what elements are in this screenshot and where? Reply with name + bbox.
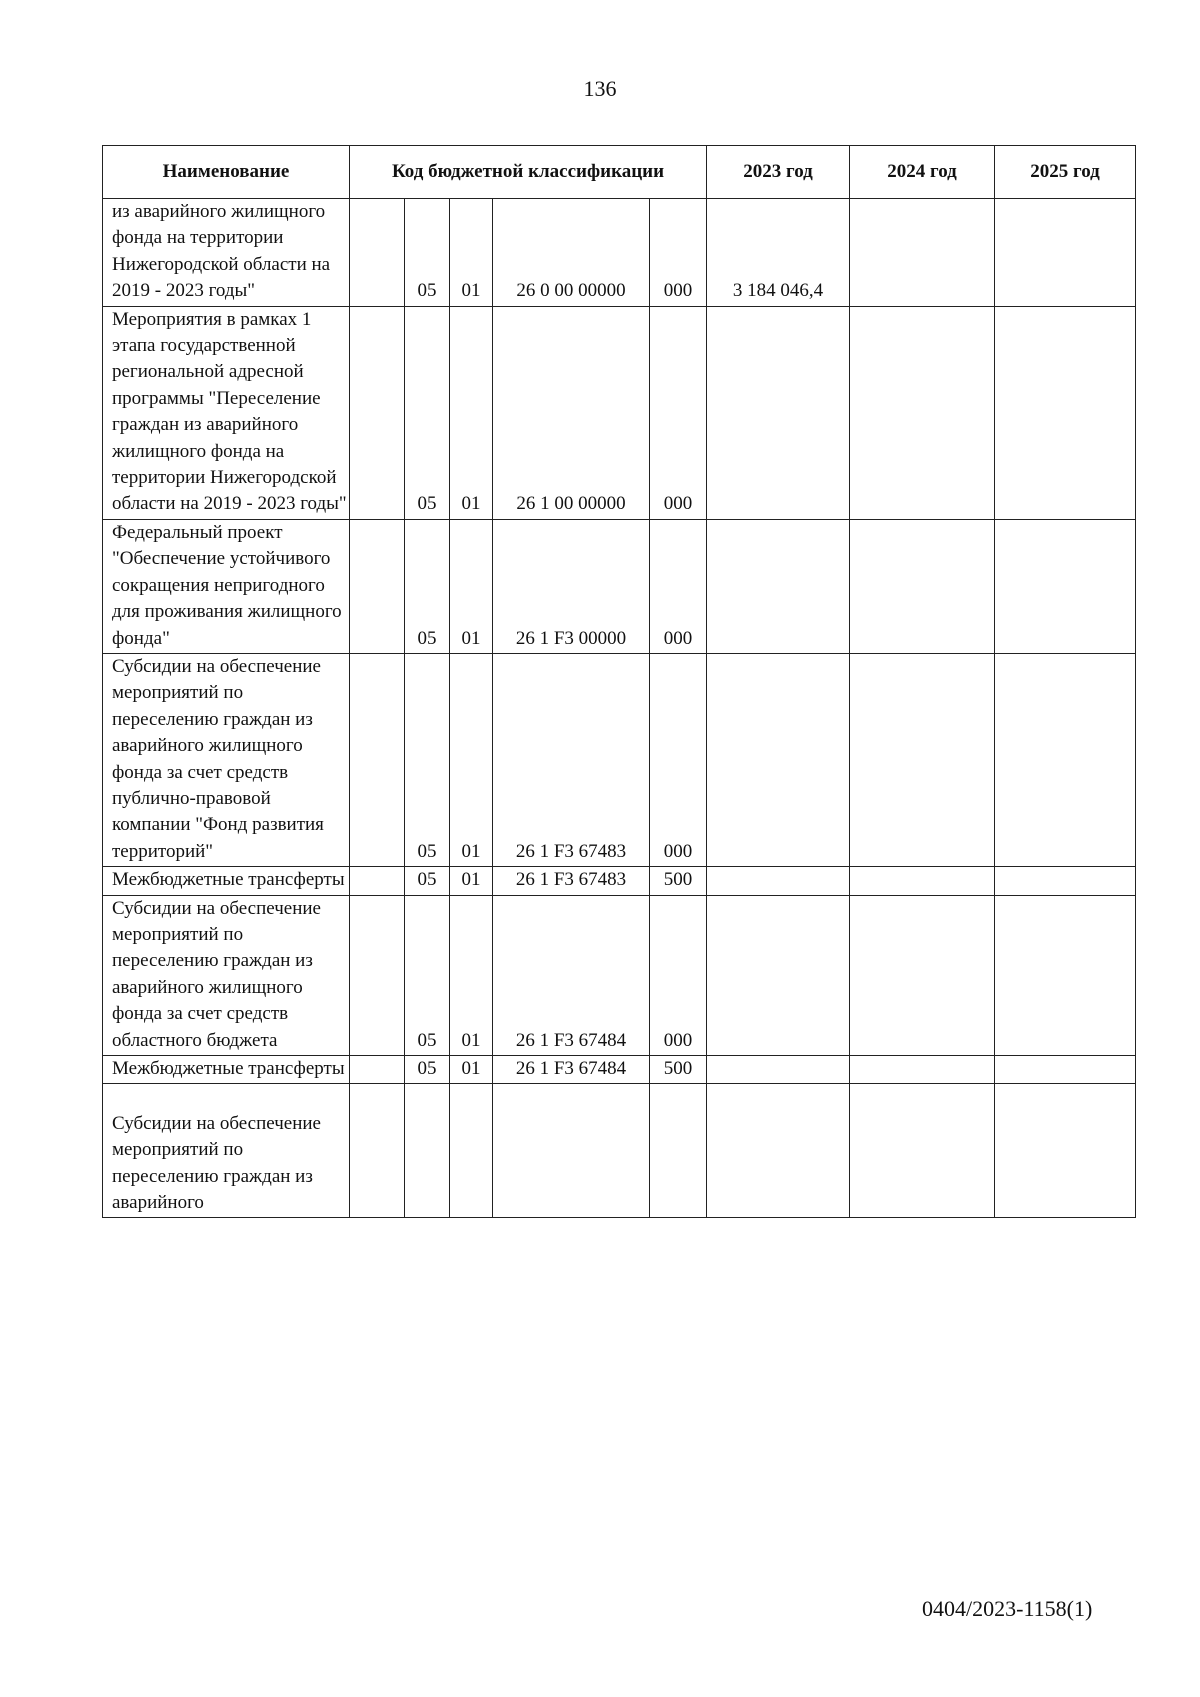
code-subsection bbox=[450, 1084, 493, 1218]
amount-2024 bbox=[850, 306, 995, 519]
table-row bbox=[103, 306, 1136, 519]
document-code: 0404/2023-1158(1) bbox=[922, 1596, 1093, 1621]
code-section: 05 bbox=[405, 519, 450, 653]
amount-2024 bbox=[850, 1084, 995, 1218]
budget-table bbox=[102, 145, 1136, 1218]
code-cell-1 bbox=[350, 519, 405, 653]
code-expense-type: 500 bbox=[650, 1056, 707, 1084]
row-name: Федеральный проект "Обеспечение устойчивого сокращения непригодного для проживания жилищного фонда" bbox=[103, 519, 350, 653]
code-subsection: 01 bbox=[450, 199, 493, 307]
amount-2023 bbox=[707, 653, 850, 866]
code-cell-1 bbox=[350, 895, 405, 1055]
amount-2023 bbox=[707, 1056, 850, 1084]
amount-2024 bbox=[850, 519, 995, 653]
code-target-article bbox=[493, 1084, 650, 1218]
amount-2025 bbox=[995, 867, 1136, 895]
code-target-article: 26 1 F3 67484 bbox=[493, 1056, 650, 1084]
amount-2024 bbox=[850, 653, 995, 866]
header-2024: 2024 год bbox=[850, 146, 995, 199]
code-section: 05 bbox=[405, 1056, 450, 1084]
amount-2024 bbox=[850, 199, 995, 307]
code-expense-type: 000 bbox=[650, 519, 707, 653]
amount-2025 bbox=[995, 1084, 1136, 1218]
table-row bbox=[103, 895, 1136, 1055]
code-section: 05 bbox=[405, 306, 450, 519]
code-cell-1 bbox=[350, 199, 405, 307]
code-subsection: 01 bbox=[450, 653, 493, 866]
code-cell-1 bbox=[350, 1084, 405, 1218]
code-subsection: 01 bbox=[450, 306, 493, 519]
code-cell-1 bbox=[350, 306, 405, 519]
row-name: Субсидии на обеспечение мероприятий по переселению граждан из аварийного bbox=[103, 1084, 350, 1218]
code-expense-type: 500 bbox=[650, 867, 707, 895]
code-subsection: 01 bbox=[450, 1056, 493, 1084]
code-subsection: 01 bbox=[450, 895, 493, 1055]
amount-2023 bbox=[707, 306, 850, 519]
table-row bbox=[103, 653, 1136, 866]
row-name: Мероприятия в рамках 1 этапа государственной региональной адресной программы "Переселение граждан из аварийного жилищного фонда на территории Нижегородской области на 2019 - 2023 годы" bbox=[103, 306, 350, 519]
code-section: 05 bbox=[405, 895, 450, 1055]
row-name: Субсидии на обеспечение мероприятий по переселению граждан из аварийного жилищного фонда за счет средств областного бюджета bbox=[103, 895, 350, 1055]
code-expense-type: 000 bbox=[650, 199, 707, 307]
header-2025: 2025 год bbox=[995, 146, 1136, 199]
amount-2025 bbox=[995, 895, 1136, 1055]
code-subsection: 01 bbox=[450, 867, 493, 895]
table-header-row bbox=[103, 146, 1136, 199]
amount-2023 bbox=[707, 519, 850, 653]
code-expense-type: 000 bbox=[650, 306, 707, 519]
header-code: Код бюджетной классификации bbox=[350, 146, 707, 199]
amount-2025 bbox=[995, 306, 1136, 519]
amount-2024 bbox=[850, 867, 995, 895]
code-target-article: 26 1 F3 00000 bbox=[493, 519, 650, 653]
table-row bbox=[103, 1056, 1136, 1084]
code-target-article: 26 1 F3 67483 bbox=[493, 867, 650, 895]
code-section: 05 bbox=[405, 199, 450, 307]
header-name: Наименование bbox=[103, 146, 350, 199]
code-target-article: 26 1 00 00000 bbox=[493, 306, 650, 519]
amount-2025 bbox=[995, 653, 1136, 866]
amount-2025 bbox=[995, 199, 1136, 307]
amount-2023 bbox=[707, 867, 850, 895]
code-expense-type: 000 bbox=[650, 653, 707, 866]
amount-2023 bbox=[707, 895, 850, 1055]
row-name: Межбюджетные трансферты bbox=[103, 867, 350, 895]
code-target-article: 26 1 F3 67484 bbox=[493, 895, 650, 1055]
code-section: 05 bbox=[405, 653, 450, 866]
code-expense-type bbox=[650, 1084, 707, 1218]
table-row bbox=[103, 199, 1136, 307]
code-section: 05 bbox=[405, 867, 450, 895]
header-2023: 2023 год bbox=[707, 146, 850, 199]
amount-2025 bbox=[995, 1056, 1136, 1084]
code-target-article: 26 1 F3 67483 bbox=[493, 653, 650, 866]
row-name: Субсидии на обеспечение мероприятий по переселению граждан из аварийного жилищного фонда за счет средств публично-правовой компании "Фонд развития территорий" bbox=[103, 653, 350, 866]
code-section bbox=[405, 1084, 450, 1218]
code-target-article: 26 0 00 00000 bbox=[493, 199, 650, 307]
code-expense-type: 000 bbox=[650, 895, 707, 1055]
table-row bbox=[103, 1084, 1136, 1218]
amount-2025 bbox=[995, 519, 1136, 653]
table-row bbox=[103, 867, 1136, 895]
row-name: из аварийного жилищного фонда на территории Нижегородской области на 2019 - 2023 годы" bbox=[103, 199, 350, 307]
code-cell-1 bbox=[350, 1056, 405, 1084]
amount-2023: 3 184 046,4 bbox=[707, 199, 850, 307]
amount-2024 bbox=[850, 1056, 995, 1084]
table-row bbox=[103, 519, 1136, 653]
amount-2023 bbox=[707, 1084, 850, 1218]
code-cell-1 bbox=[350, 653, 405, 866]
amount-2024 bbox=[850, 895, 995, 1055]
code-cell-1 bbox=[350, 867, 405, 895]
row-name: Межбюджетные трансферты bbox=[103, 1056, 350, 1084]
page-number: 136 bbox=[583, 76, 617, 101]
code-subsection: 01 bbox=[450, 519, 493, 653]
